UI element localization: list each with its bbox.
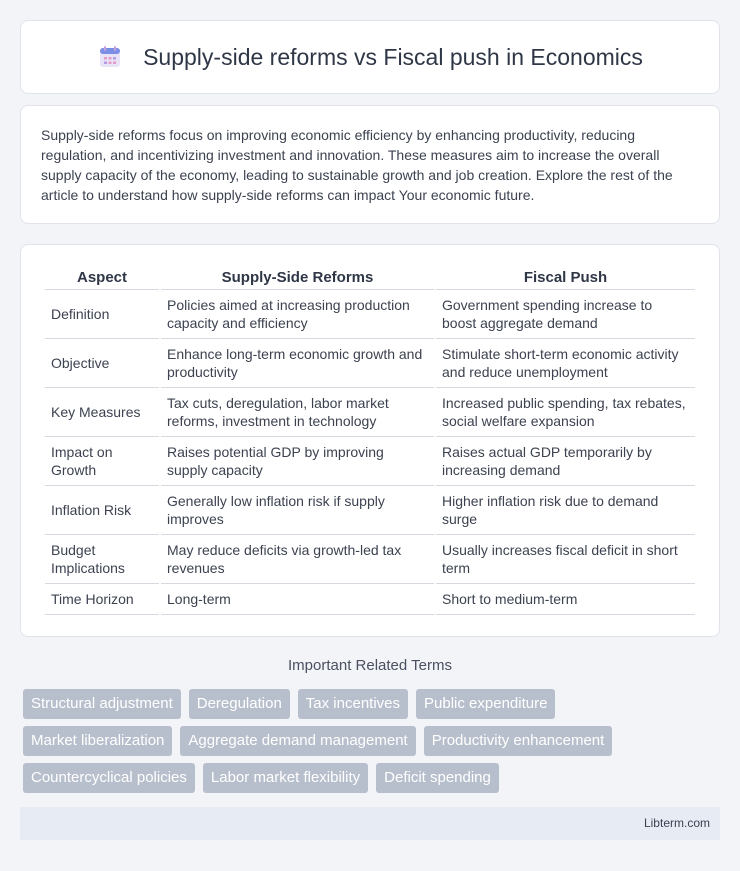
- fiscal-push-cell: Short to medium-term: [436, 584, 695, 615]
- tag-row: [23, 726, 723, 756]
- supply-side-cell: Generally low inflation risk if supply improves: [161, 486, 434, 535]
- fiscal-push-cell: Higher inflation risk due to demand surge: [436, 486, 695, 535]
- table-row: [45, 339, 695, 388]
- title-card: [20, 20, 720, 94]
- aspect-cell: Definition: [45, 290, 159, 339]
- tag-deregulation[interactable]: Deregulation: [189, 689, 290, 719]
- header-supply-side: Supply-Side Reforms: [161, 265, 434, 290]
- tag-productivity-enhancement[interactable]: Productivity enhancement: [424, 726, 613, 756]
- table-row: [45, 535, 695, 584]
- supply-side-cell: Long-term: [161, 584, 434, 615]
- related-terms: [23, 689, 723, 800]
- table-row: [45, 486, 695, 535]
- tag-tax-incentives[interactable]: Tax incentives: [298, 689, 408, 719]
- page-title: Supply-side reforms vs Fiscal push in Economics: [143, 43, 643, 70]
- tag-structural-adjustment[interactable]: Structural adjustment: [23, 689, 181, 719]
- table-row: [45, 437, 695, 486]
- intro-card: [20, 105, 720, 224]
- aspect-cell: Time Horizon: [45, 584, 159, 615]
- supply-side-cell: May reduce deficits via growth-led tax revenues: [161, 535, 434, 584]
- table-header-row: [45, 265, 695, 290]
- intro-text: Supply-side reforms focus on improving economic efficiency by enhancing productivity, reducing regulation, and incentivizing investment and innovation. These measures aim to increase the overall supply capacity of the economy, leading to sustainable growth and job creation. Explore the rest of the article to understand how supply-side reforms can impact Your economic future.: [41, 127, 673, 203]
- aspect-cell: Impact on Growth: [45, 437, 159, 486]
- aspect-cell: Inflation Risk: [45, 486, 159, 535]
- aspect-cell: Objective: [45, 339, 159, 388]
- table-row: [45, 290, 695, 339]
- aspect-cell: Budget Implications: [45, 535, 159, 584]
- calendar-icon: [97, 44, 123, 70]
- tag-aggregate-demand-management[interactable]: Aggregate demand management: [180, 726, 415, 756]
- tag-market-liberalization[interactable]: Market liberalization: [23, 726, 172, 756]
- fiscal-push-cell: Stimulate short-term economic activity and reduce unemployment: [436, 339, 695, 388]
- table-row: [45, 388, 695, 437]
- tag-row: [23, 689, 723, 719]
- supply-side-cell: Raises potential GDP by improving supply capacity: [161, 437, 434, 486]
- comparison-table: [43, 265, 697, 615]
- fiscal-push-cell: Government spending increase to boost aggregate demand: [436, 290, 695, 339]
- header-aspect: Aspect: [45, 265, 159, 290]
- supply-side-cell: Enhance long-term economic growth and productivity: [161, 339, 434, 388]
- tag-countercyclical-policies[interactable]: Countercyclical policies: [23, 763, 195, 793]
- tag-labor-market-flexibility[interactable]: Labor market flexibility: [203, 763, 368, 793]
- tag-row: [23, 763, 723, 793]
- table-row: [45, 584, 695, 615]
- tag-deficit-spending[interactable]: Deficit spending: [376, 763, 499, 793]
- supply-side-cell: Policies aimed at increasing production capacity and efficiency: [161, 290, 434, 339]
- aspect-cell: Key Measures: [45, 388, 159, 437]
- comparison-card: [20, 244, 720, 637]
- fiscal-push-cell: Increased public spending, tax rebates, social welfare expansion: [436, 388, 695, 437]
- footer-site-link[interactable]: Libterm.com: [643, 816, 710, 830]
- tag-public-expenditure[interactable]: Public expenditure: [416, 689, 555, 719]
- footer: [20, 807, 720, 840]
- related-terms-title: Important Related Terms: [288, 657, 452, 674]
- header-fiscal-push: Fiscal Push: [436, 265, 695, 290]
- fiscal-push-cell: Usually increases fiscal deficit in short term: [436, 535, 695, 584]
- fiscal-push-cell: Raises actual GDP temporarily by increasing demand: [436, 437, 695, 486]
- supply-side-cell: Tax cuts, deregulation, labor market reforms, investment in technology: [161, 388, 434, 437]
